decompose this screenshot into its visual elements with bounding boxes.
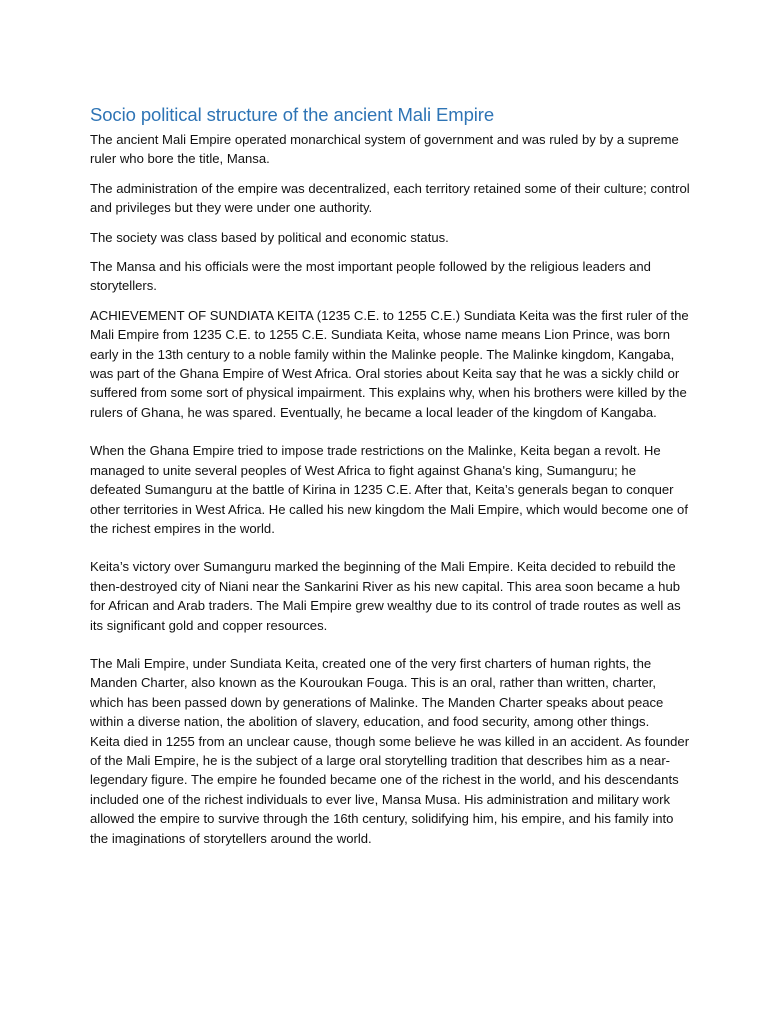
intro-paragraph-4: The Mansa and his officials were the most important people followed by the religious leaders and storytellers. [90, 259, 651, 294]
intro-paragraph-3: The society was class based by political and economic status. [90, 229, 449, 245]
keita-death-paragraph: Keita died in 1255 from an unclear cause, though some believe he was killed in an accident. As founder of the Mali Empire, he is the subject of a large oral storytelling tradition that describes him as a near-legendary figure. The empire he founded became one of the richest in the world, and his descendants included one of the richest individuals to ever live, Mansa Musa. His administration and military work allowed the empire to survive through the 16th century, solidifying him, his empire, and his family into the imaginations of storytellers around the world. [90, 733, 690, 846]
intro-paragraph-1: The ancient Mali Empire operated monarchical system of government and was ruled by by a supreme ruler who bore the title, Mansa. [90, 132, 679, 167]
document-title: Socio political structure of the ancient Mali Empire [90, 104, 495, 125]
document-page [90, 104, 690, 848]
niani-paragraph: Keita’s victory over Sumanguru marked the beginning of the Mali Empire. Keita decided to rebuild the then-destroyed city of Niani near the Sankarini River as his new capital. This area soon became a hub for African and Arab traders. The Mali Empire grew wealthy due to its control of trade routes as well as its significant gold and copper resources. [90, 559, 681, 633]
achievement-text: (1235 C.E. to 1255 C.E.) Sundiata Keita was the first ruler of the Mali Empire from 1235 C.E. to 1255 C.E. Sundiata Keita, whose name means Lion Prince, was born early in the 13th century to a noble family within the Malinke people. The Malinke kingdom, Kangaba, was part of the Ghana Empire of West Africa. Oral stories about Keita say that he was a sickly child or suffered from some sort of physical impairment. This explains why, when his brothers were killed by the rulers of Ghana, he was spared. Eventually, he became a local leader of the kingdom of Kangaba. [90, 307, 689, 420]
achievement-heading: ACHIEVEMENT OF SUNDIATA KEITA [90, 307, 314, 323]
paragraph-gap [90, 422, 690, 441]
paragraph-gap [90, 538, 690, 557]
revolt-paragraph: When the Ghana Empire tried to impose trade restrictions on the Malinke, Keita began a revolt. He managed to unite several peoples of West Africa to fight against Ghana's king, Sumanguru; he defeated Sumanguru at the battle of Kirina in 1235 C.E. After that, Keita’s generals began to conquer other territories in West Africa. He called his new kingdom the Mali Empire, which would become one of the richest empires in the world. [90, 443, 688, 536]
manden-charter-paragraph: The Mali Empire, under Sundiata Keita, created one of the very first charters of human rights, the Manden Charter, also known as the Kouroukan Fouga. This is an oral, rather than written, charter, which has been passed down by generations of Malinke. The Manden Charter speaks about peace within a diverse nation, the abolition of slavery, education, and food security, among other things. [90, 655, 664, 730]
achievement-paragraph [90, 306, 690, 422]
paragraph-gap [90, 635, 690, 654]
intro-paragraph-2: The administration of the empire was decentralized, each territory retained some of their culture; control and privileges but they were under one authority. [90, 180, 690, 216]
